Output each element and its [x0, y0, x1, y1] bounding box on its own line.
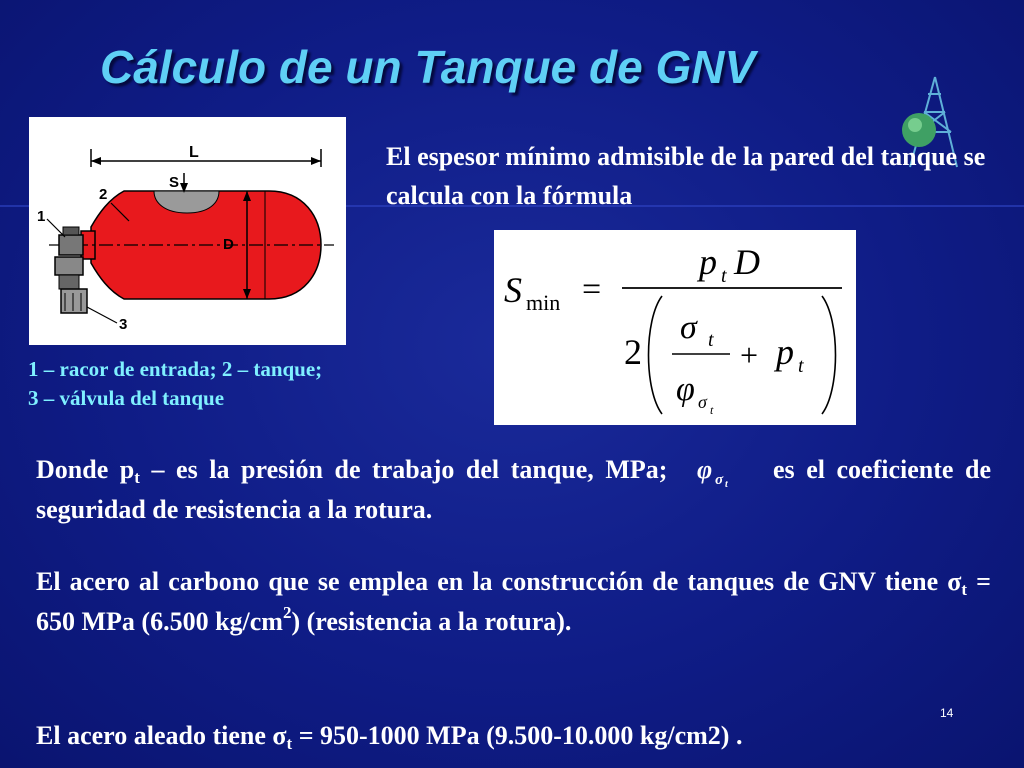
formula-sigma-t: t: [708, 329, 714, 351]
para2-text-c: ) (resistencia a la rotura).: [291, 607, 572, 636]
para3-text-a: El acero aleado tiene σ: [36, 721, 287, 750]
para2-sub: t: [961, 580, 968, 599]
phi-inline-t: t: [725, 479, 729, 489]
formula-equals: =: [582, 271, 602, 308]
formula-phi-t: t: [710, 403, 714, 417]
phi-inline-sigma: σ: [715, 472, 724, 489]
formula-den-p: p: [776, 332, 794, 372]
para1-text-c: es el coeficiente de seguridad de resistencia a la rotura.: [36, 455, 991, 524]
formula-den-t: t: [798, 355, 804, 377]
para2-text-a: El acero al carbono que se emplea en la construcción de tanques de GNV tiene σ: [36, 567, 962, 596]
label-1: 1: [37, 208, 46, 225]
para2-sup: 2: [282, 603, 292, 622]
formula-plus: +: [740, 337, 759, 373]
label-L: L: [189, 144, 199, 161]
para1-text-a: Donde p: [36, 455, 135, 484]
label-3: 3: [119, 316, 128, 333]
formula-num-D: D: [734, 242, 760, 282]
tank-diagram: [29, 117, 346, 345]
formula-two: 2: [624, 332, 642, 372]
slide-number: 14: [940, 706, 954, 720]
intro-text: El espesor mínimo admisible de la pared del tanque se calcula con la fórmula: [386, 142, 986, 210]
para2-text-b: = 650 MPa (6.500 kg/cm: [36, 567, 991, 636]
tank-drawing: [29, 117, 346, 345]
para3-text-b: = 950-1000 MPa (9.500-10.000 kg/cm2) .: [292, 721, 743, 750]
para1-text-b: – es la presión de trabajo del tanque, MPa;: [139, 455, 668, 484]
phi-sigma-symbol: [697, 456, 741, 488]
paragraph-pressure: [36, 450, 991, 530]
formula-num-t: t: [721, 265, 727, 287]
formula-num-p: p: [699, 242, 717, 282]
slide-title: Cálculo de un Tanque de GNV: [100, 41, 756, 93]
thickness-formula: [494, 230, 856, 425]
paragraph-carbon-steel: [36, 562, 991, 642]
formula-min: min: [526, 290, 561, 315]
formula-sigma: σ: [680, 309, 697, 346]
formula-phi-sigma: σ: [698, 392, 707, 412]
formula-phi: φ: [676, 371, 695, 408]
label-D: D: [223, 236, 234, 253]
formula-S: S: [504, 270, 522, 310]
para3-sub: t: [286, 734, 293, 753]
label-S: S: [169, 174, 180, 191]
label-2: 2: [99, 186, 108, 203]
phi-inline-symbol: φ: [697, 456, 713, 485]
paragraph-alloy-steel: [36, 716, 991, 756]
diagram-caption: [28, 355, 322, 413]
formula-box: [494, 230, 856, 425]
caption-line-2: 3 – válvula del tanque: [28, 386, 225, 410]
caption-line-1: 1 – racor de entrada; 2 – tanque;: [28, 357, 323, 381]
para1-sub: t: [134, 468, 140, 487]
